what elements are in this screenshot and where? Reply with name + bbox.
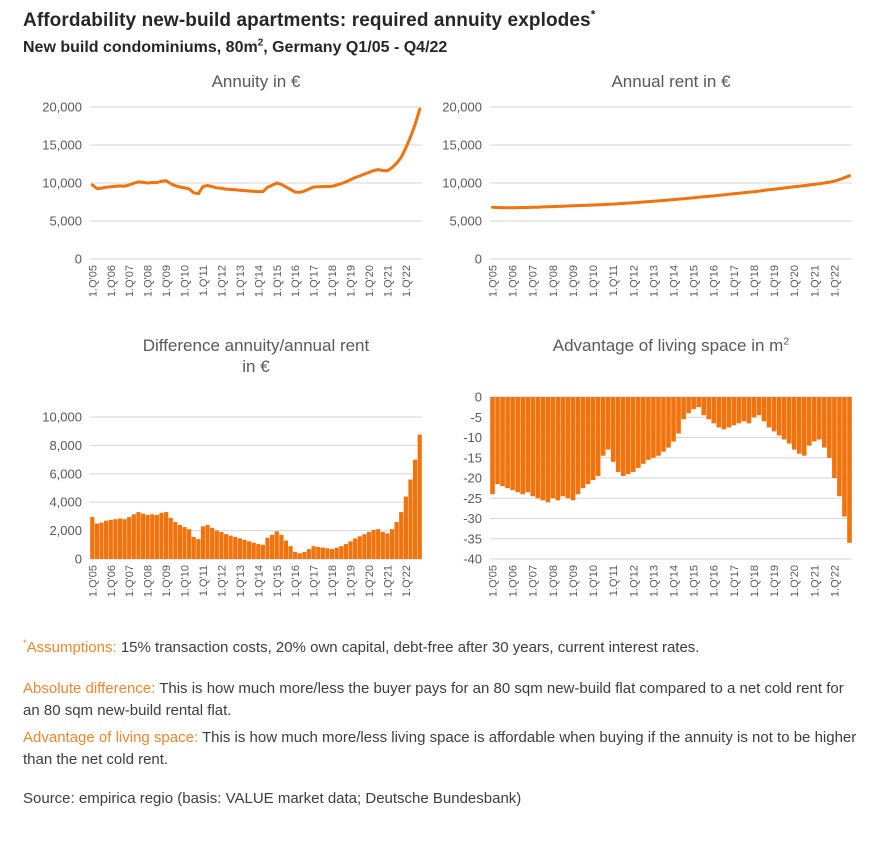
footnote-absolute-difference-text: This is how much more/less the buyer pays for an 80 sqm new-build flat compared to a net cold rent for an 80 sqm new-build rental flat. [23,679,844,719]
annual-rent-chart-title: Annual rent in € [611,72,731,91]
bar [270,535,274,559]
difference-chart-title-line1: Difference annuity/annual rent [142,336,370,355]
x-tick-label: 1.Q'17 [728,265,741,298]
x-tick-label: 1.Q'09 [161,265,174,298]
x-tick-label: 1.Q'10 [588,565,601,598]
bar [626,397,631,474]
x-tick-label: 1.Q'05 [87,265,100,298]
bar [90,517,94,559]
x-tick-label: 1.Q'15 [688,265,701,298]
bar [505,397,510,488]
x-tick-label: 1.Q'14 [668,265,681,298]
y-tick-label: 5,000 [49,213,82,229]
bar [358,536,362,559]
x-tick-label: 1.Q'10 [179,265,192,298]
annual-rent-chart [440,71,873,313]
x-tick-label: 1.Q'08 [142,265,155,298]
bar [566,397,571,498]
bar [546,397,551,502]
y-tick-label: 15,000 [42,137,82,153]
x-tick-label: 1.Q'19 [769,265,782,298]
x-tick-label: 1.Q'05 [487,565,500,598]
bar [353,538,357,559]
bar [335,548,339,559]
bar [164,512,168,559]
bar [302,552,306,559]
x-tick-label: 1.Q'06 [507,265,520,298]
y-tick-label: -5 [470,409,482,425]
bar [490,397,495,494]
bar [797,397,802,454]
bar [155,515,159,559]
title-asterisk: * [590,8,596,22]
x-tick-label: 1.Q'11 [198,265,210,297]
bar [201,526,205,559]
bar [219,532,223,559]
x-tick-label: 1.Q'14 [253,265,266,298]
bar [404,497,408,560]
x-tick-label: 1.Q'07 [124,565,137,598]
bar [136,512,140,559]
bar [651,397,656,458]
bar [362,534,366,559]
bar [242,540,246,559]
y-tick-label: 0 [74,251,82,267]
x-tick-label: 1.Q'18 [749,565,761,598]
x-tick-label: 1.Q'17 [728,565,741,598]
bar [109,520,113,559]
x-tick-label: 1.Q'10 [179,565,192,598]
x-tick-label: 1.Q'08 [547,265,560,298]
x-tick-label: 1.Q'06 [105,565,118,598]
bar [787,397,792,444]
living-space-chart-title [461,335,873,389]
y-tick-label: 6,000 [49,466,82,482]
difference-chart-title [46,335,466,389]
x-tick-label: 1.Q'16 [708,565,721,598]
bar [510,397,515,490]
bar [132,514,136,559]
bar [312,546,316,559]
bar [192,537,196,559]
x-tick-label: 1.Q'09 [161,565,174,598]
bar [792,397,797,450]
bar [827,397,832,458]
y-tick-label: 4,000 [49,494,82,510]
x-tick-label: 1.Q'14 [253,565,266,598]
living-space-chart-title-sup: 2 [783,335,790,348]
bar [732,397,737,425]
bar [118,519,122,560]
header [0,6,873,57]
x-tick-label: 1.Q'17 [308,265,321,298]
bar [802,397,807,456]
bar [535,397,540,498]
annuity-chart-title: Annuity in € [211,72,301,91]
x-tick-label: 1.Q'20 [364,565,376,598]
y-tick-label: 20,000 [442,99,482,115]
bar [495,397,500,484]
bar [742,397,747,421]
x-tick-label: 1.Q'20 [364,265,376,298]
y-tick-label: 2,000 [49,523,82,539]
bar [122,519,126,559]
bar [321,548,325,559]
bar [691,397,696,409]
x-tick-label: 1.Q'09 [568,565,580,598]
bar [330,549,334,559]
bar [636,397,641,468]
bar [288,546,292,559]
bar [205,525,209,559]
bar [556,397,561,500]
bar [696,397,701,407]
bar [215,531,219,559]
bar [515,397,520,492]
x-tick-label: 1.Q'10 [588,265,601,298]
x-tick-label: 1.Q'11 [608,565,621,597]
difference-chart-title-line2: in € [242,357,270,377]
bar [224,534,228,559]
difference-chart [20,335,440,621]
x-tick-label: 1.Q'16 [290,565,303,598]
line-series [92,109,419,193]
bar [822,397,827,448]
bar [591,397,596,480]
page-subtitle-pre: New build condominiums, 80m [23,39,258,56]
footnote-living-space-text: This is how much more/less living space is affordable when buying if the annuity is not to be higher than the net cold rent. [23,728,857,768]
x-tick-label: 1.Q'19 [769,565,782,598]
bar [656,397,661,456]
bar [261,545,265,559]
bar [247,541,251,559]
x-tick-label: 1.Q'16 [290,265,303,298]
bar [238,538,242,559]
x-tick-label: 1.Q'21 [382,265,395,298]
bar [390,529,394,559]
bar [95,524,99,560]
x-tick-label: 1.Q'06 [105,265,118,298]
bar [284,541,288,560]
bar [721,397,726,429]
bar [832,397,837,478]
bar [782,397,787,440]
bar [418,435,422,559]
source-line: Source: empirica regio (basis: VALUE market data; Deutsche Bundesbank) [23,789,522,807]
footnote-assumptions-text: 15% transaction costs, 20% own capital, debt-free after 30 years, current interest rates. [116,639,700,656]
bar [666,397,671,448]
bar [252,543,256,559]
x-tick-label: 1.Q'13 [234,265,247,298]
bar [716,397,721,427]
bar [293,552,297,559]
x-tick-label: 1.Q'09 [568,265,580,298]
bar [385,533,389,559]
bar [581,397,586,488]
x-tick-label: 1.Q'08 [142,565,155,598]
bar [229,536,233,559]
bar [701,397,706,415]
x-tick-label: 1.Q'11 [198,565,210,597]
x-tick-label: 1.Q'11 [608,265,621,297]
bar [616,397,621,472]
bar [530,397,535,496]
bar [233,537,237,559]
bar [367,532,371,559]
x-tick-label: 1.Q'05 [487,265,500,298]
bar [316,547,320,559]
bar [344,544,348,559]
bar [847,397,852,543]
page-subtitle [23,39,863,57]
bar [762,397,767,421]
x-tick-label: 1.Q'07 [124,265,137,298]
bar [413,460,417,559]
bar [178,525,182,559]
bar [150,514,154,559]
bar [777,397,782,436]
bar [621,397,626,476]
x-tick-label: 1.Q'07 [527,565,540,598]
x-tick-label: 1.Q'15 [271,565,284,598]
y-tick-label: 10,000 [42,409,82,425]
footnote-absolute-difference-label: Absolute difference: [23,679,156,697]
x-tick-label: 1.Q'13 [648,565,661,598]
footnote-assumptions-label [23,639,117,656]
bar [606,397,611,450]
page-subtitle-sup: 2 [257,37,264,49]
bar [169,518,173,559]
x-tick-label: 1.Q'22 [400,265,413,298]
x-tick-label: 1.Q'12 [628,265,641,298]
bar [540,397,545,500]
annuity-chart-svg [20,97,440,313]
bar [339,546,343,559]
y-tick-label: -15 [463,450,482,466]
y-tick-label: 10,000 [442,175,482,191]
footnotes [0,621,873,810]
x-tick-label: 1.Q'22 [829,265,842,298]
bar [641,397,646,464]
y-tick-label: -30 [463,511,482,526]
y-tick-label: 0 [474,251,482,267]
bar [298,553,302,559]
bar [676,397,681,434]
bar [727,397,732,427]
y-tick-label: -20 [463,470,482,486]
x-tick-label: 1.Q'20 [789,565,802,598]
x-tick-label: 1.Q'14 [668,565,681,598]
bar [757,397,762,415]
y-tick-label: 0 [74,551,82,567]
bar [576,397,581,494]
x-tick-label: 1.Q'12 [216,265,229,298]
x-tick-label: 1.Q'19 [345,265,358,298]
bar [681,397,686,419]
y-tick-label: 10,000 [42,175,82,191]
bar [752,397,757,417]
page-subtitle-post: , Germany Q1/05 - Q4/22 [263,39,448,56]
footnote-assumptions [23,637,861,660]
bar [146,515,150,559]
difference-chart-svg [20,389,440,621]
bar [842,397,847,517]
bar [127,517,131,559]
annual-rent-chart-svg [440,97,860,313]
footnote-absolute-difference [23,678,861,723]
bar [586,397,591,484]
bar [159,513,163,559]
bar [601,397,606,456]
annuity-chart [20,71,440,313]
bar [500,397,505,486]
bar [173,522,177,559]
bar [399,512,403,559]
y-tick-label: 15,000 [442,137,482,153]
bar [141,514,145,559]
charts-grid [20,71,873,621]
y-tick-label: -35 [463,531,482,547]
bar [711,397,716,423]
bar [631,397,636,472]
bar [104,521,108,559]
bar [812,397,817,442]
bar [371,530,375,559]
bar [381,532,385,559]
y-tick-label: 20,000 [42,99,82,115]
x-tick-label: 1.Q'12 [628,565,641,598]
bar [256,544,260,559]
footnote-living-space-label: Advantage of living space: [23,728,199,746]
bar [196,539,200,559]
x-tick-label: 1.Q'22 [829,565,842,598]
bar [275,531,279,559]
bar [395,522,399,559]
bar [571,397,576,500]
x-tick-label: 1.Q'18 [327,565,340,598]
bar [772,397,777,431]
bar [265,538,269,559]
bar [520,397,525,494]
bar [279,535,283,559]
bar [817,397,822,440]
x-tick-label: 1.Q'22 [400,565,413,598]
x-tick-label: 1.Q'05 [87,565,100,598]
y-tick-label: -25 [463,490,482,506]
bar [686,397,691,413]
x-tick-label: 1.Q'06 [507,565,520,598]
bar [348,541,352,559]
living-space-chart [440,335,873,621]
bar [187,529,191,559]
x-tick-label: 1.Q'18 [327,265,340,298]
bar [807,397,812,446]
x-tick-label: 1.Q'13 [234,565,247,598]
y-tick-label: -10 [463,430,482,445]
bar [113,519,117,559]
x-tick-label: 1.Q'21 [382,565,395,598]
bar [307,549,311,559]
y-tick-label: 8,000 [49,437,82,453]
bar [737,397,742,423]
x-tick-label: 1.Q'15 [271,265,284,298]
y-tick-label: 0 [474,389,482,405]
y-tick-label: -40 [463,551,482,567]
bar [747,397,752,423]
x-tick-label: 1.Q'16 [708,265,721,298]
bar [99,523,103,559]
bar [596,397,601,476]
living-space-chart-title-text: Advantage of living space in m [552,336,784,355]
line-series [493,176,850,208]
x-tick-label: 1.Q'20 [789,265,802,298]
living-space-chart-svg [440,389,860,621]
bar [182,527,186,559]
x-tick-label: 1.Q'17 [308,565,321,598]
page-title [23,10,863,32]
bar [706,397,711,419]
x-tick-label: 1.Q'08 [547,565,560,598]
bar [561,397,566,496]
y-tick-label: 5,000 [449,213,482,229]
bar [551,397,556,498]
bar [376,529,380,559]
x-tick-label: 1.Q'15 [688,565,701,598]
bar [408,480,412,560]
bar [671,397,676,442]
bar [837,397,842,496]
x-tick-label: 1.Q'19 [345,565,358,598]
footnote-assumptions-label-text: Assumptions: [26,639,117,656]
x-tick-label: 1.Q'12 [216,565,229,598]
bar [661,397,666,452]
footnote-living-space [23,727,861,772]
bar [325,548,329,559]
x-tick-label: 1.Q'21 [809,565,822,598]
page-title-text: Affordability new-build apartments: required annuity explodes [23,10,591,31]
bar [646,397,651,460]
bar [611,397,616,462]
x-tick-label: 1.Q'13 [648,265,661,298]
x-tick-label: 1.Q'21 [809,265,822,298]
footnote-asterisk: * [23,638,27,648]
bar [210,528,214,559]
x-tick-label: 1.Q'07 [527,265,540,298]
bar [525,397,530,492]
x-tick-label: 1.Q'18 [749,265,761,298]
bar [767,397,772,427]
